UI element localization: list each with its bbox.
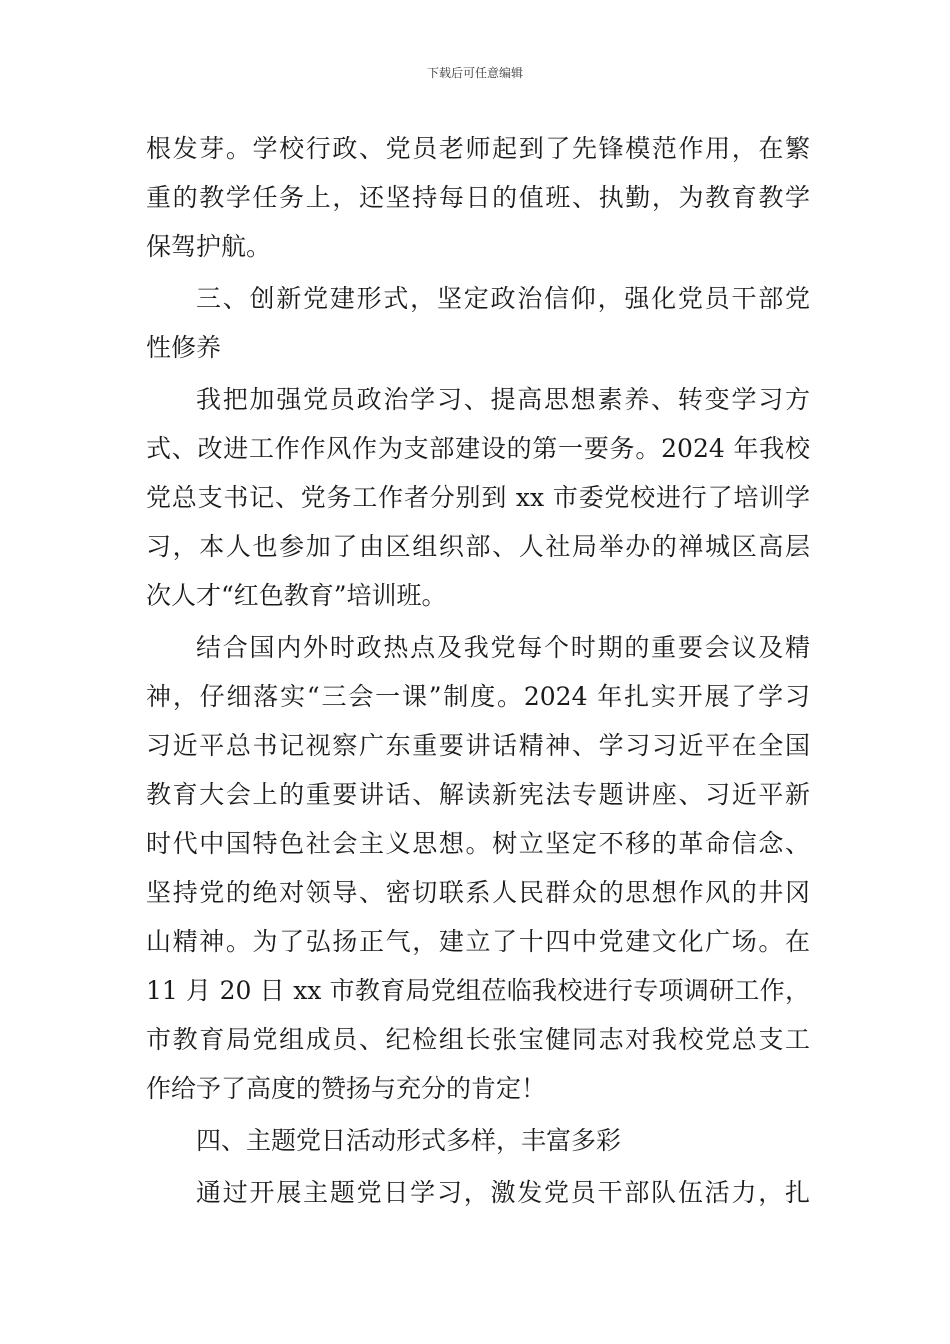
text-line: 保驾护航。 [146,232,272,261]
text-line: 坚持党的绝对领导、密切联系人民群众的思想作风的井冈 [146,878,810,907]
text-line: 作给予了高度的赞扬与充分的肯定！ [146,1074,547,1103]
page-header: 下载后可任意编辑 [426,66,523,80]
text-line: 党总支书记、党务工作者分别到 xx 市委党校进行了培训学 [146,483,810,512]
text-line: 11 月 20 日 xx 市教育局党组莅临我校进行专项调研工作， [146,976,810,1005]
text-line: 习近平总书记视察广东重要讲话精神、学习习近平在全国 [146,731,810,760]
paragraph [146,375,810,620]
text-line: 三、创新党建形式，坚定政治信仰，强化党员干部党 [196,284,810,313]
text-line: 结合国内外时政热点及我党每个时期的重要会议及精 [196,633,810,662]
paragraph [146,623,810,1113]
document-body [146,124,810,1217]
text-line: 神，仔细落实“三会一课”制度。2024 年扎实开展了学习 [146,682,810,711]
text-line: 式、改进工作作风作为支部建设的第一要务。2024 年我校 [146,434,810,463]
text-line: 通过开展主题党日学习，激发党员干部队伍活力，扎 [196,1178,810,1207]
text-line: 山精神。为了弘扬正气，建立了十四中党建文化广场。在 [146,927,810,956]
paragraph [146,1168,810,1217]
text-line: 教育大会上的重要讲话、解读新宪法专题讲座、习近平新 [146,780,810,809]
text-line: 次人才“红色教育”培训班。 [146,581,447,610]
section-heading [146,274,810,372]
text-line: 根发芽。学校行政、党员老师起到了先锋模范作用，在繁 [146,134,810,163]
text-line: 市教育局党组成员、纪检组长张宝健同志对我校党总支工 [146,1025,810,1054]
text-line: 重的教学任务上，还坚持每日的值班、执勤，为教育教学 [146,183,810,212]
paragraph [146,124,810,271]
section-heading [146,1116,810,1165]
text-line: 时代中国特色社会主义思想。树立坚定不移的革命信念、 [146,829,810,858]
text-line: 四、主题党日活动形式多样，丰富多彩 [196,1126,622,1155]
text-line: 习，本人也参加了由区组织部、人社局举办的禅城区高层 [146,532,810,561]
text-line: 性修养 [146,333,222,362]
text-line: 我把加强党员政治学习、提高思想素养、转变学习方 [196,385,810,414]
